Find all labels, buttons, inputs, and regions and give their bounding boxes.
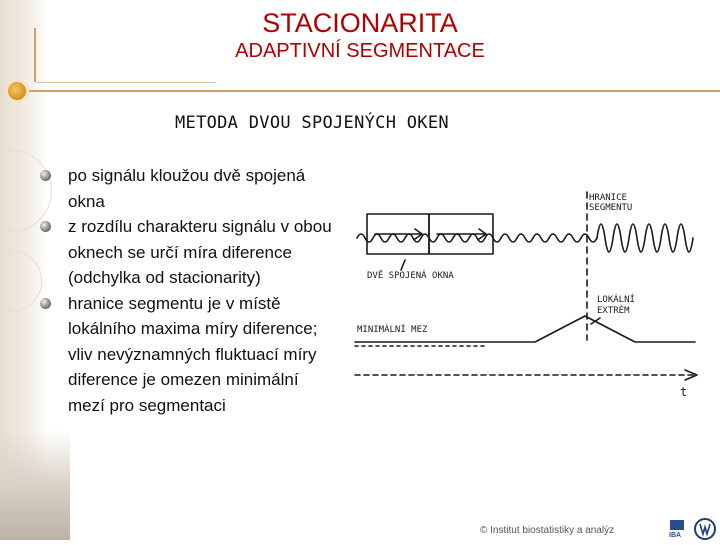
signal-low-amplitude	[357, 234, 597, 242]
bullet-icon	[40, 170, 51, 181]
bullet-icon	[40, 298, 51, 309]
bottom-decor-image	[0, 430, 70, 540]
footer-copyright: © Institut biostatistiky a analýz	[480, 525, 615, 536]
label-time: t	[680, 385, 688, 399]
slide-subtitle: ADAPTIVNÍ SEGMENTACE	[235, 40, 485, 62]
frame-line	[36, 82, 216, 83]
label-windows: DVĚ SPOJENÁ OKNA	[367, 271, 454, 281]
label-extreme: LOKÁLNÍ	[597, 295, 635, 305]
label-boundary: HRANICE	[589, 193, 627, 203]
bullet-text: z rozdílu charakteru signálu v obou oknech se určí míra diference (odchylka od stacionarity)	[68, 217, 332, 287]
iba-logo	[668, 518, 686, 538]
logo-text: IBA	[669, 532, 682, 538]
bullet-item	[40, 163, 340, 214]
bullet-list	[40, 163, 340, 418]
label-extreme: EXTRÉM	[597, 306, 630, 316]
label-boundary: SEGMENTU	[589, 203, 633, 213]
label-min-limit: MINIMÁLNÍ MEZ	[357, 325, 428, 335]
signal-high-amplitude	[597, 224, 693, 252]
segmentation-diagram	[345, 170, 715, 410]
section-heading: METODA DVOU SPOJENÝCH OKEN	[175, 113, 449, 133]
bullet-text: hranice segmentu je v místě lokálního maxima míry diference; vliv nevýznamných fluktuací míry diference je omezen minimální mezí pro segmentaci	[68, 293, 318, 415]
bullet-icon	[40, 221, 51, 232]
bullet-text: po signálu kloužou dvě spojená okna	[68, 166, 306, 211]
frame-horizontal-line	[14, 90, 720, 92]
bullet-item	[40, 291, 340, 419]
slide-title: STACIONARITA	[262, 8, 458, 38]
university-logo	[694, 518, 712, 538]
bullet-item	[40, 214, 340, 291]
frame-circle-icon	[8, 82, 26, 100]
